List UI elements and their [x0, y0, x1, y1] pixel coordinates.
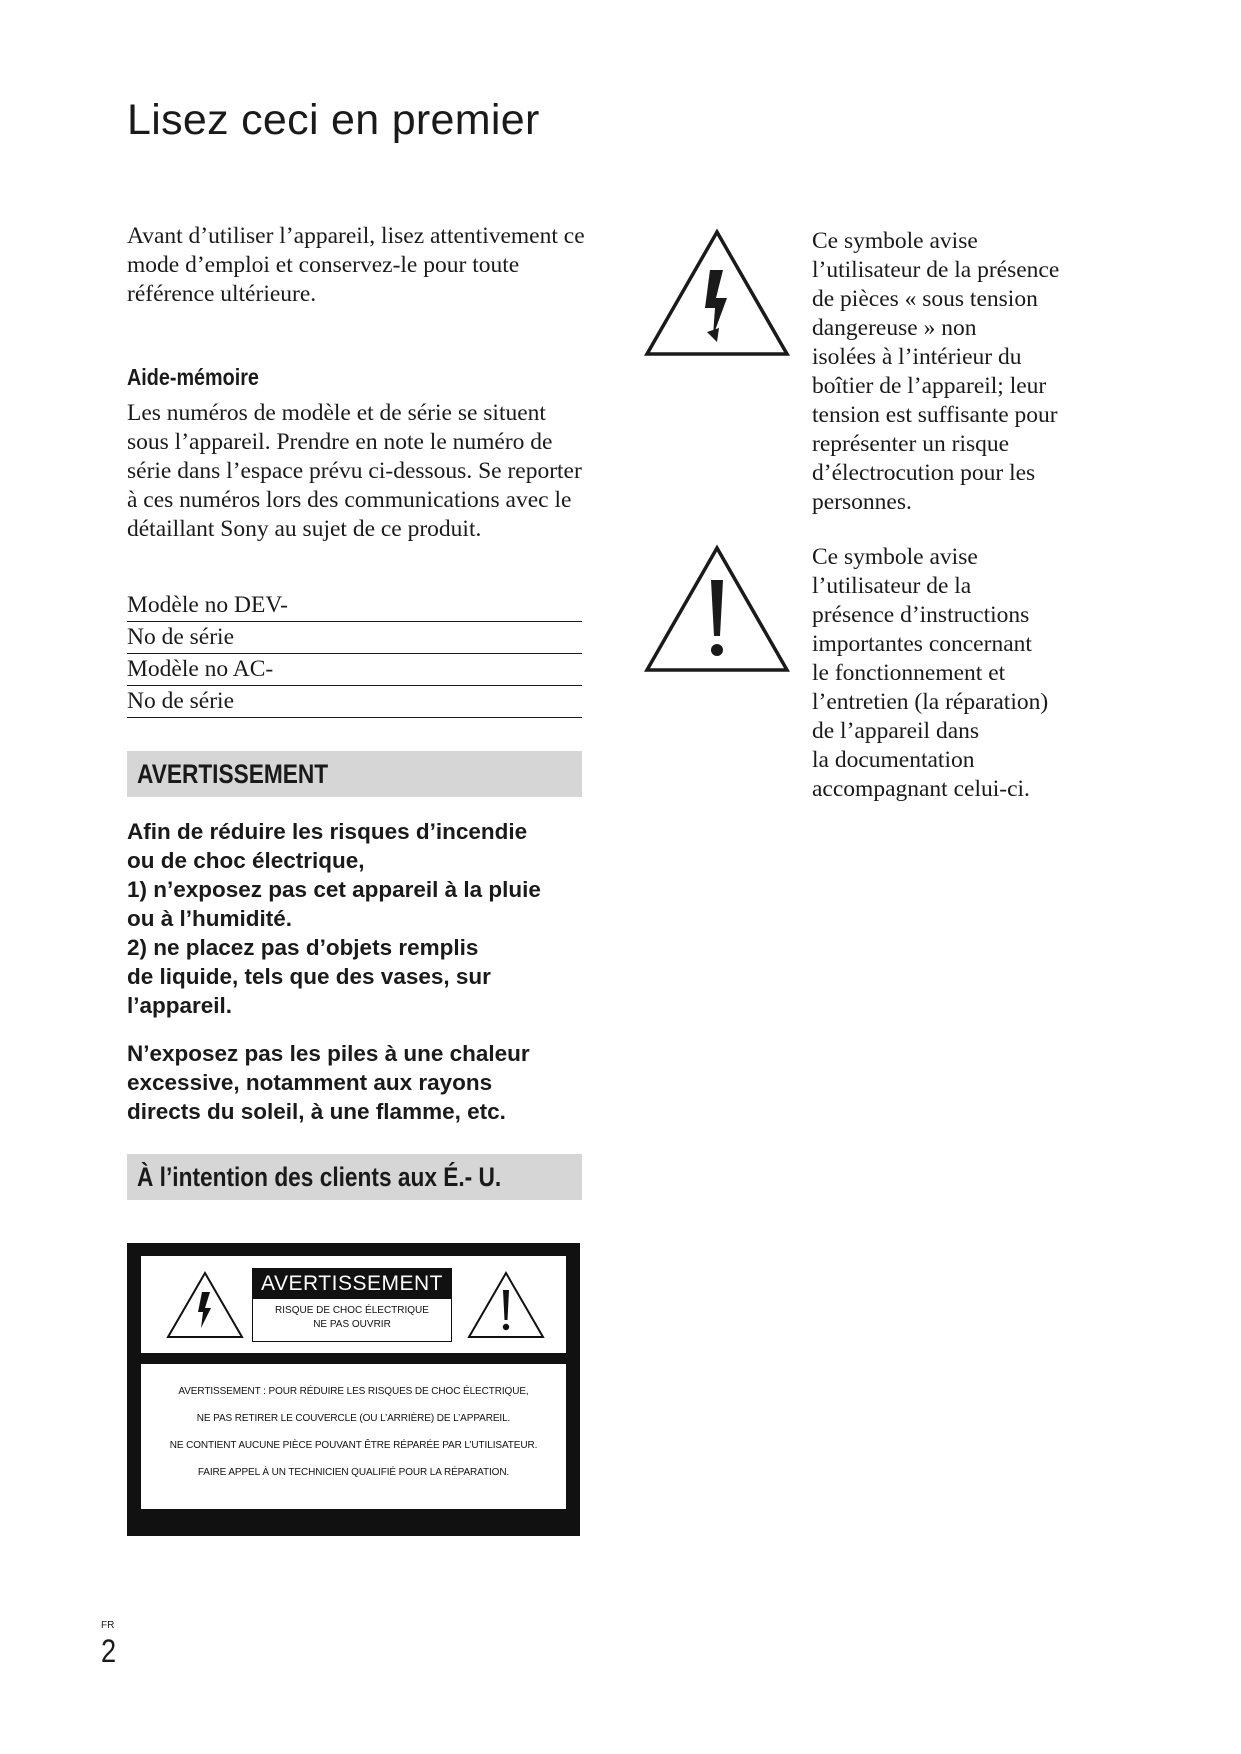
warning-label-header: [141, 1256, 566, 1353]
form-field-serial-1[interactable]: No de série: [127, 622, 582, 654]
page-title: Lisez ceci en premier: [127, 96, 540, 144]
symbol-text-line: isolées à l’intérieur du: [812, 344, 1022, 370]
symbol-text-line: l’utilisateur de la présence: [812, 257, 1060, 283]
symbol-text-line: l’utilisateur de la: [812, 573, 972, 599]
us-customers-heading: À l’intention des clients aux É.- U.: [137, 1162, 502, 1192]
exclamation-symbol-description: [812, 543, 1102, 804]
warning-heading: AVERTISSEMENT: [137, 759, 329, 789]
warning-line: excessive, notamment aux rayons: [127, 1070, 493, 1095]
symbol-text-line: représenter un risque: [812, 431, 1010, 457]
warning-line: l’appareil.: [127, 993, 233, 1018]
serial-number-form: [127, 590, 582, 718]
symbol-text-line: dangereuse » non: [812, 315, 977, 341]
warning-label-body: [141, 1364, 566, 1509]
page-language: FR: [101, 1620, 115, 1631]
symbol-text-line: le fonctionnement et: [812, 660, 1006, 686]
lightning-triangle-icon: [643, 228, 791, 358]
lightning-triangle-icon: [165, 1270, 245, 1340]
symbol-text-line: boîtier de l’appareil; leur: [812, 373, 1047, 399]
symbol-text-line: présence d’instructions: [812, 602, 1030, 628]
warning-line: ou à l’humidité.: [127, 906, 293, 931]
symbol-text-line: de l’appareil dans: [812, 718, 980, 744]
form-field-serial-2[interactable]: No de série: [127, 686, 582, 718]
label-heading: AVERTISSEMENT: [253, 1269, 451, 1299]
warning-banner: [127, 751, 582, 797]
form-field-model-ac[interactable]: Modèle no AC-: [127, 654, 582, 686]
symbol-text-line: Ce symbole avise: [812, 228, 978, 254]
us-customers-banner: [127, 1154, 582, 1200]
warning-line: 2) ne placez pas d’objets remplis: [127, 935, 479, 960]
memo-heading: Aide-mémoire: [127, 364, 259, 390]
label-sub-line: NE PAS OUVRIR: [313, 1319, 391, 1330]
symbol-text-line: importantes concernant: [812, 631, 1032, 657]
warning-line: 1) n’exposez pas cet appareil à la pluie: [127, 877, 541, 902]
label-sub-line: RISQUE DE CHOC ÉLECTRIQUE: [275, 1305, 429, 1316]
symbol-text-line: personnes.: [812, 489, 912, 515]
warning-line: Afin de réduire les risques d’incendie: [127, 819, 528, 844]
warning-line: N’exposez pas les piles à une chaleur: [127, 1041, 530, 1066]
warning-line: directs du soleil, à une flamme, etc.: [127, 1099, 506, 1124]
label-subtext: [253, 1299, 451, 1332]
warning-paragraph-1: [127, 817, 597, 1020]
label-body-line: FAIRE APPEL À UN TECHNICIEN QUALIFIÉ POUR LA RÉPARATION.: [197, 1467, 510, 1478]
symbol-text-line: Ce symbole avise: [812, 544, 978, 570]
symbol-text-line: la documentation: [812, 747, 975, 773]
symbol-text-line: accompagnant celui-ci.: [812, 776, 1030, 802]
warning-line: de liquide, tels que des vases, sur: [127, 964, 491, 989]
warning-paragraph-2: [127, 1039, 597, 1126]
label-body-line: AVERTISSEMENT : POUR RÉDUIRE LES RISQUES DE CHOC ÉLECTRIQUE,: [178, 1386, 529, 1397]
label-body-line: NE PAS RETIRER LE COUVERCLE (OU L’ARRIÈRE) DE L’APPAREIL.: [196, 1413, 511, 1424]
memo-paragraph: Les numéros de modèle et de série se situent sous l’appareil. Prendre en note le numéro de série dans l’espace prévu ci-dessous. Se reporter à ces numéros lors des communications avec le détaillant Sony au sujet de ce produit.: [127, 400, 582, 542]
lightning-symbol-description: [812, 227, 1102, 517]
warning-label: [127, 1243, 580, 1536]
warning-line: ou de choc électrique,: [127, 848, 365, 873]
page-number: 2: [101, 1633, 117, 1669]
symbol-text-line: tension est suffisante pour: [812, 402, 1058, 428]
symbol-text-line: d’électrocution pour les: [812, 460, 1036, 486]
exclamation-triangle-icon: [643, 544, 791, 674]
form-field-model-dev[interactable]: Modèle no DEV-: [127, 590, 582, 622]
symbol-text-line: l’entretien (la réparation): [812, 689, 1049, 715]
intro-paragraph: Avant d’utiliser l’appareil, lisez attentivement ce mode d’emploi et conservez-le pour toute référence ultérieure.: [127, 223, 585, 307]
label-body-line: NE CONTIENT AUCUNE PIÈCE POUVANT ÊTRE RÉPARÉE PAR L’UTILISATEUR.: [169, 1440, 538, 1451]
symbol-text-line: de pièces « sous tension: [812, 286, 1038, 312]
label-center-box: [252, 1268, 452, 1342]
exclamation-triangle-icon: [466, 1270, 546, 1340]
